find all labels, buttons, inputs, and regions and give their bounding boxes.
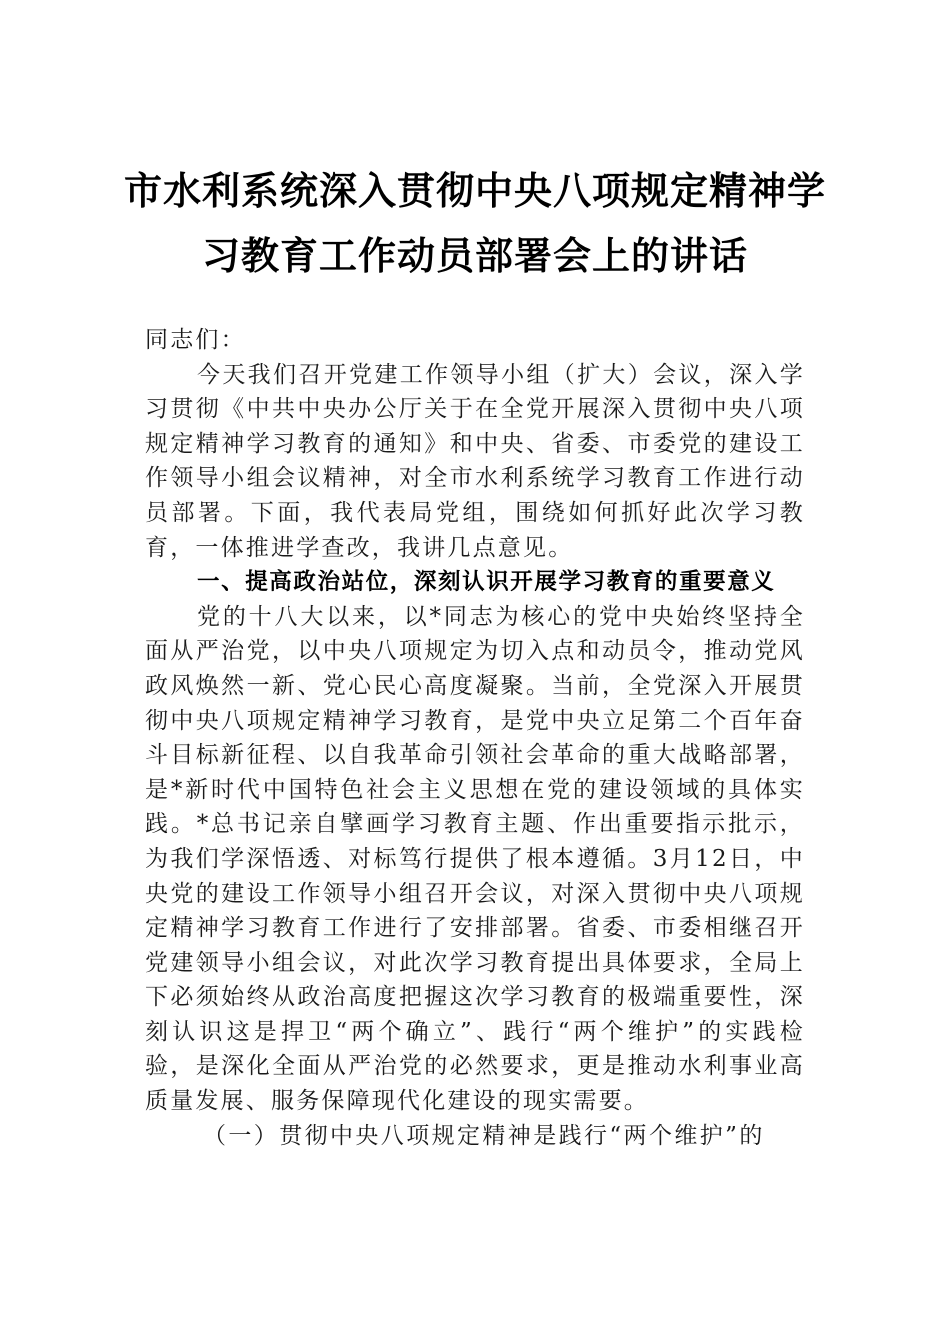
- section-1-paragraph: 党的十八大以来，以*同志为核心的党中央始终坚持全面从严治党，以中央八项规定为切入点和动员令，推动党风政风焕然一新、党心民心高度凝聚。当前，全党深入开展贯彻中央八项规定精神学习教育，是党中央立足第二个百年奋斗目标新征程、以自我革命引领社会革命的重大战略部署，是*新时代中国特色社会主义思想在党的建设领域的具体实践。*总书记亲自擘画学习教育主题、作出重要指示批示，为我们学深悟透、对标笃行提供了根本遵循。3月12日，中央党的建设工作领导小组召开会议，对深入贯彻中央八项规定精神学习教育工作进行了安排部署。省委、市委相继召开党建领导小组会议，对此次学习教育提出具体要求，全局上下必须始终从政治高度把握这次学习教育的极端重要性，深刻认识这是捍卫“两个确立”、践行“两个维护”的实践检验，是深化全面从严治党的必然要求，更是推动水利事业高质量发展、服务保障现代化建设的现实需要。: [145, 603, 805, 1115]
- section-1-heading: 一、提高政治站位，深刻认识开展学习教育的重要意义: [197, 569, 776, 596]
- document-title-line-1: 市水利系统深入贯彻中央八项规定精神学: [123, 168, 826, 213]
- document-body: [145, 323, 805, 1153]
- salutation: 同志们：: [145, 327, 246, 353]
- intro-paragraph: 今天我们召开党建工作领导小组（扩大）会议，深入学习贯彻《中共中央办公厅关于在全党开展深入贯彻中央八项规定精神学习教育的通知》和中央、省委、市委党的建设工作领导小组会议精神，对全市水利系统学习教育工作进行动员部署。下面，我代表局党组，围绕如何抓好此次学习教育，一体推进学查改，我讲几点意见。: [145, 361, 805, 561]
- subsection-1-heading: （一）贯彻中央八项规定精神是践行“两个维护”的: [203, 1122, 765, 1149]
- document-title-line-2: 习教育工作动员部署会上的讲话: [201, 233, 748, 278]
